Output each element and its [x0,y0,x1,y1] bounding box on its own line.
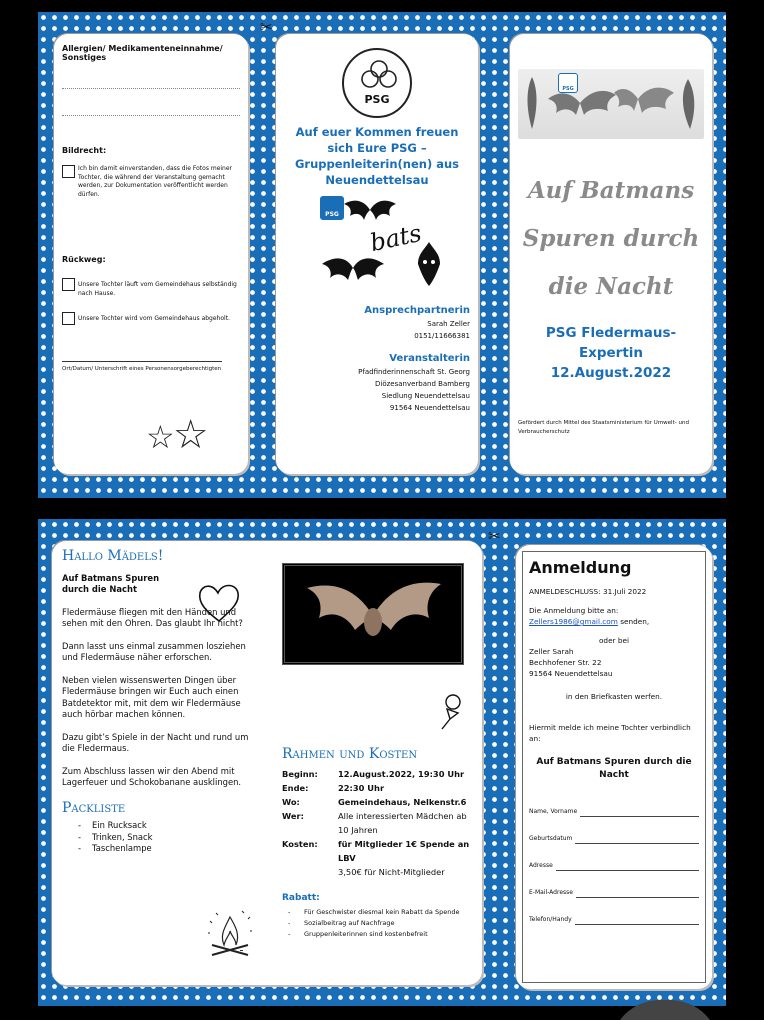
stray-mark [240,950,243,951]
organizer-line: Pfadfinderinnenschaft St. Georg [358,368,470,376]
pushpin-icon [438,693,464,731]
name-field[interactable] [529,806,699,817]
field-label: Name, Vorname [529,808,578,815]
bat-icon [518,69,704,139]
address-line: 91564 Neuendettelsau [529,669,613,678]
allergies-line-2[interactable] [62,115,240,116]
bat-icon [320,250,386,284]
field-line[interactable] [576,891,699,898]
flyer-inside-sheet [38,519,726,1006]
invite-panel [276,34,478,474]
field-label: Geburtsdatum [529,835,573,842]
scissors-icon: ✂ [260,18,273,36]
psg-logo [342,48,412,118]
allergies-line-1[interactable] [62,88,240,89]
flyer-outside-sheet [38,12,726,498]
allergies-heading: Allergien/ Medikamenteneinnahme/ Sonstiges [62,44,223,62]
cover-title-line: Auf Batmans [527,177,695,204]
organizer-line: Diözesanverband Bamberg [375,380,470,388]
bat-icon [340,194,400,226]
psg-logo-text: PSG [364,93,390,106]
list-item: - Sozialbeitrag auf Nachfrage [288,918,476,929]
detail-value: 12.August.2022, 19:30 Uhr [338,769,465,779]
detail-key: Beginn: [282,769,318,779]
contact-phone: 0151/11666381 [414,332,470,340]
intro-paragraph: Dazu gibt’s Spiele in der Nacht und rund um die Fledermaus. [62,731,249,753]
contact-title: Ansprechpartnerin [364,305,470,316]
cover-subtitle-line: PSG Fledermaus- [545,325,677,341]
list-item: - Trinken, Snack [78,832,262,844]
registration-panel [516,545,712,989]
registration-title: Anmeldung [529,558,632,577]
list-item: - Ein Rucksack [78,820,262,832]
bats-illustration [284,194,470,298]
bat-banner-image [518,69,704,139]
stars-decoration [146,412,207,458]
bat-icon [414,240,444,288]
photo-rights-checkbox[interactable] [62,165,75,178]
detail-key: Ende: [282,783,309,793]
email-link[interactable]: Zellers1986@gmail.com [529,617,618,626]
campfire-icon [202,907,258,963]
way-back-checkbox-2[interactable] [62,312,75,325]
invite-text: Auf euer Kommen freuen sich Eure PSG – Gruppenleiterin(nen) aus Neuendettelsau [294,125,459,187]
psg-clover-logo-icon [359,58,399,98]
info-panel [52,541,482,985]
registration-event-name: Auf Batmans Spuren durch die Nacht [536,757,692,780]
way-back-option-1-text: Unsere Tochter läuft vom Gemeindehaus selbständig nach Hause. [78,281,237,297]
star-icon: ☆ [146,418,173,456]
send-line [529,616,699,627]
contact-name: Sarah Zeller [427,320,470,328]
way-back-option-2-text: Unsere Tochter wird vom Gemeindehaus abgeholt. [78,315,230,322]
detail-value: 22:30 Uhr [338,783,385,793]
deadline-text: ANMELDESCHLUSS: 31.Juli 2022 [529,587,647,596]
detail-key: Wer: [282,811,304,821]
cover-subtitle-line: 12.August.2022 [550,365,672,381]
list-item: - Für Geschwister diesmal kein Rabatt da Spende [288,907,476,918]
address-line: Zeller Sarah [529,647,574,656]
intro-paragraph: Fledermäuse fliegen mit den Händen und sehen mit den Ohren. Das glaubt Ihr nicht? [62,606,243,628]
details-column [282,563,476,940]
or-at-text: oder bei [598,636,630,645]
detail-value: Alle interessierten Mädchen ab 10 Jahren [338,811,467,835]
banner-psg-logo: PSG [558,73,578,93]
send-suffix: senden, [617,617,650,626]
detail-value: Gemeindehaus, Nelkenstr.6 [338,797,467,807]
field-label: E-Mail-Adresse [529,889,573,896]
detail-key [282,865,338,879]
field-line[interactable] [575,837,699,844]
greeting-heading: Hallo Mädels! [62,548,164,564]
packing-heading: Packliste [62,799,126,816]
photo-rights-text: Ich bin damit einverstanden, dass die Fotos meiner Tochter, die während der Veranstaltung gemacht werden, zur Dokumentation veröffentlicht werden dürfen. [78,165,233,198]
photo-rights-heading: Bildrecht: [62,146,107,155]
detail-value: 3,50€ für Nicht-Mitglieder [338,867,445,877]
bat-icon [285,566,461,662]
way-back-option-1[interactable] [62,278,240,298]
list-item: - Taschenlampe [78,843,262,855]
cover-title-line: die Nacht [548,273,674,300]
discount-heading: Rabatt: [282,893,320,903]
declaration-text: Hiermit melde ich meine Tochter verbindlich an: [529,723,691,743]
field-line[interactable] [575,918,699,925]
intro-paragraph: Zum Abschluss lassen wir den Abend mit Lagerfeuer und Schokobanane ausklingen. [62,765,242,787]
intro-column [62,548,262,855]
detail-key: Wo: [282,797,300,807]
registration-form [522,551,706,983]
organizer-title: Veranstalterin [389,353,470,364]
mini-psg-logo: PSG [320,196,344,220]
signature-line[interactable] [62,361,222,362]
cover-subtitle-line: Expertin [578,345,644,361]
detail-key: Kosten: [282,839,318,849]
contact-block [284,304,470,414]
discount-list [288,907,476,940]
way-back-checkbox-1[interactable] [62,278,75,291]
cover-title-line: Spuren durch [522,225,700,252]
cover-title [518,167,704,311]
way-back-heading: Rückweg: [62,255,106,264]
way-back-option-2[interactable] [62,312,240,325]
field-label: Adresse [529,862,553,869]
bat-photo [282,563,464,665]
birthdate-field[interactable] [529,833,699,844]
organizer-line: 91564 Neuendettelsau [389,404,470,412]
funding-note: Gefördert durch Mittel des Staatsministerium für Umwelt- und Verbraucherschutz [518,420,689,435]
form-info-panel [54,34,248,474]
detail-value: für Mitglieder 1€ Spende an LBV [338,839,470,863]
signature-caption: Ort/Datum/ Unterschrift eines Personensorgeberechtigten [62,366,222,372]
address-field[interactable] [529,860,699,871]
packing-list [78,820,262,855]
star-icon: ☆ [172,412,207,458]
intro-paragraph: Neben vielen wissenswerten Dingen über Fledermäuse bringen wir Euch auch einen Batdetektor mit, mit dem wir Fledermäuse auch hörbar machen können. [62,674,241,719]
organizer-line: Siedlung Neuendettelsau [381,392,470,400]
bats-word: bats [367,218,424,258]
mailbox-text: in den Briefkasten werfen. [565,692,663,701]
event-name: Auf Batmans Spuren durch die Nacht [62,572,160,594]
frame-heading: Rahmen und Kosten [282,746,418,762]
list-item: - Gruppenleiterinnen sind kostenbefreit [288,929,476,940]
field-label: Telefon/Handy [529,916,572,923]
address-line: Bechhofener Str. 22 [529,658,602,667]
field-line[interactable] [556,864,699,871]
field-line[interactable] [580,810,699,817]
cover-panel [510,34,712,474]
email-field[interactable] [529,887,699,898]
details-table [282,767,476,879]
phone-field[interactable] [529,914,699,925]
cover-subtitle [518,323,704,383]
heart-icon [196,581,242,623]
intro-paragraph: Dann lasst uns einmal zusammen losziehen und Fledermäuse näher erforschen. [62,640,246,662]
scissors-icon: ✂ [488,527,501,545]
send-intro: Die Anmeldung bitte an: [529,606,619,615]
photo-rights-option[interactable] [62,165,240,199]
